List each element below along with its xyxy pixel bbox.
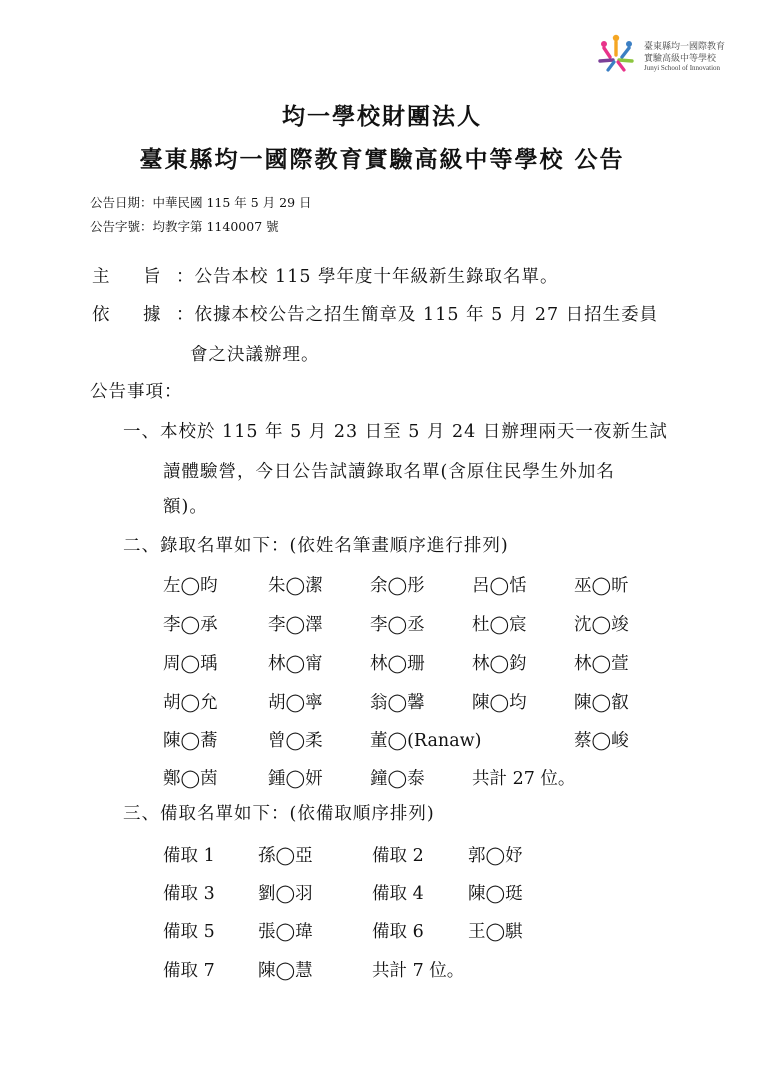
- basis-label-char1: 依: [92, 305, 110, 325]
- admitted-name: 杜◯宸: [472, 615, 527, 635]
- admitted-name: 沈◯竣: [574, 615, 629, 635]
- admitted-name: 李◯澤: [268, 615, 323, 635]
- waitlist-total: 共計 7 位。: [372, 961, 465, 981]
- waitlist-rank: 備取 2: [372, 846, 424, 866]
- admitted-name: 曾◯柔: [268, 731, 323, 751]
- document-title-line2: 臺東縣均一國際教育實驗高級中等學校 公告: [139, 146, 625, 173]
- item1-text-line2: 讀體驗營，今日公告試讀錄取名單(含原住民學生外加名: [163, 462, 615, 482]
- admitted-name: 鍾◯妍: [268, 769, 323, 789]
- announcement-items-heading: 公告事項：: [90, 382, 183, 402]
- item1-text-line1: 一、本校於 115 年 5 月 23 日至 5 月 24 日辦理兩天一夜新生試: [123, 422, 668, 442]
- subject-label-char2: 旨: [143, 267, 161, 287]
- admitted-total: 共計 27 位。: [472, 769, 576, 789]
- waitlist-name: 陳◯慧: [258, 961, 313, 981]
- waitlist-rank: 備取 3: [163, 884, 215, 904]
- waitlist-name: 劉◯羽: [258, 884, 313, 904]
- waitlist-rank: 備取 1: [163, 846, 215, 866]
- waitlist-name: 王◯騏: [468, 922, 523, 942]
- waitlist-rank: 備取 7: [163, 961, 215, 981]
- subject-label-char1: 主: [92, 267, 110, 287]
- admitted-name: 朱◯潔: [268, 576, 323, 596]
- admitted-name: 李◯承: [163, 615, 218, 635]
- school-logo: [596, 33, 636, 73]
- waitlist-name: 郭◯妤: [468, 846, 523, 866]
- item1-text-line3: 額)。: [163, 497, 208, 517]
- announcement-date: 公告日期：中華民國 115 年 5 月 29 日: [90, 195, 312, 210]
- waitlist-name: 張◯瑋: [258, 922, 313, 942]
- basis-label-char2: 據: [143, 305, 161, 325]
- logo-figures-icon: [600, 35, 632, 70]
- logo-school-english-name: Junyi School of Innovation: [644, 64, 721, 72]
- admitted-name: 巫◯昕: [574, 576, 629, 596]
- admitted-name: 董◯(Ranaw): [370, 731, 482, 751]
- announcement-number: 公告字號：均教字第 1140007 號: [90, 219, 279, 234]
- admitted-name: 呂◯恬: [472, 576, 527, 596]
- admitted-name: 胡◯允: [163, 693, 218, 713]
- admitted-name: 陳◯均: [472, 693, 527, 713]
- waitlist-rank: 備取 4: [372, 884, 424, 904]
- admitted-name: 李◯丞: [370, 615, 425, 635]
- admitted-list-heading: 二、錄取名單如下：(依姓名筆畫順序進行排列): [123, 536, 509, 556]
- logo-school-name-line1: 臺東縣均一國際教育: [644, 42, 726, 52]
- admitted-name: 林◯珊: [370, 654, 425, 674]
- waitlist-name: 孫◯亞: [258, 846, 313, 866]
- subject-text: ：公告本校 115 學年度十年級新生錄取名單。: [176, 267, 559, 287]
- basis-text-line2: 會之決議辦理。: [190, 345, 320, 365]
- logo-school-name-line2: 實驗高級中等學校: [644, 54, 717, 64]
- waitlist-name: 陳◯珽: [468, 884, 523, 904]
- admitted-name: 鐘◯泰: [370, 769, 425, 789]
- admitted-name: 翁◯馨: [370, 693, 425, 713]
- admitted-name: 左◯昀: [163, 576, 218, 596]
- admitted-name: 陳◯叡: [574, 693, 629, 713]
- admitted-name: 蔡◯峻: [574, 731, 629, 751]
- basis-text-line1: ：依據本校公告之招生簡章及 115 年 5 月 27 日招生委員: [176, 305, 659, 325]
- admitted-name: 林◯萱: [574, 654, 629, 674]
- admitted-name: 余◯彤: [370, 576, 425, 596]
- admitted-name: 鄭◯茵: [163, 769, 218, 789]
- document-title-line1: 均一學校財團法人: [282, 103, 482, 130]
- admitted-name: 林◯甯: [268, 654, 323, 674]
- waitlist-heading: 三、備取名單如下：(依備取順序排列): [123, 804, 435, 824]
- admitted-name: 林◯鈞: [472, 654, 527, 674]
- waitlist-rank: 備取 6: [372, 922, 424, 942]
- admitted-name: 胡◯寧: [268, 693, 323, 713]
- waitlist-rank: 備取 5: [163, 922, 215, 942]
- admitted-name: 陳◯蕎: [163, 731, 218, 751]
- admitted-name: 周◯瑀: [163, 654, 218, 674]
